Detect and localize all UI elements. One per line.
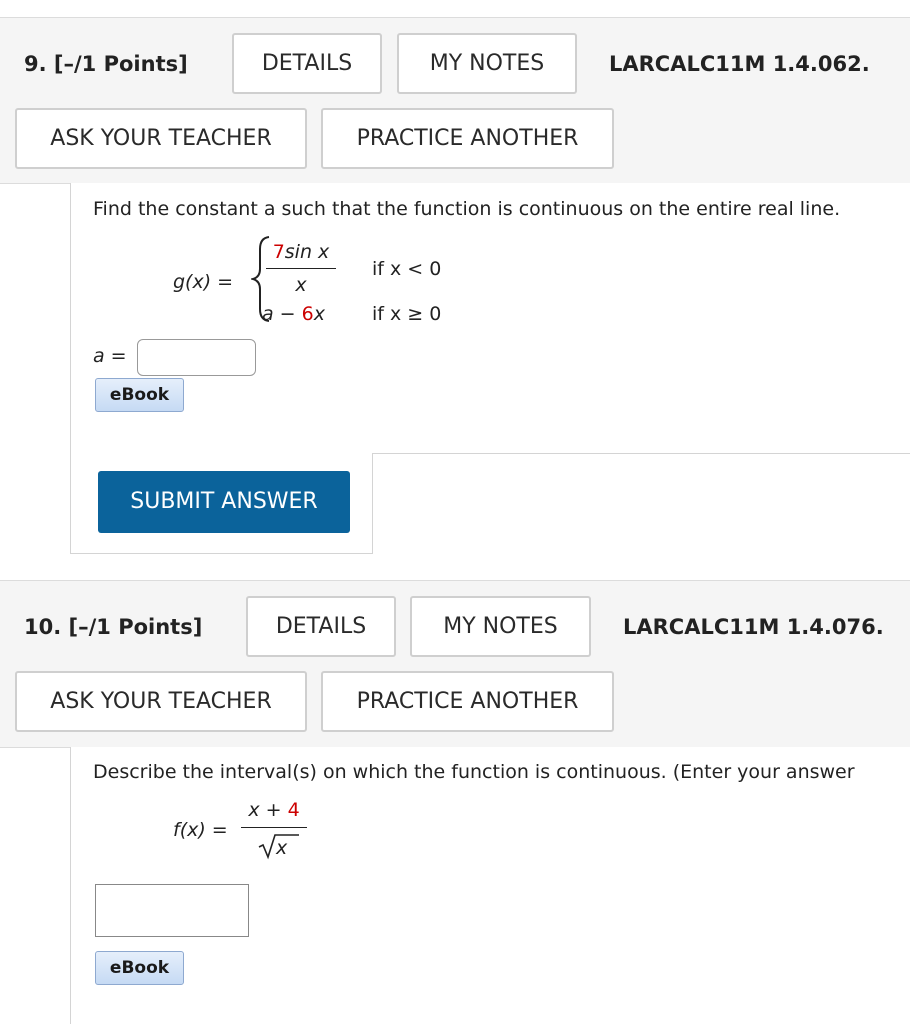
q9-header (0, 17, 910, 184)
q10-my-notes-button[interactable]: MY NOTES (410, 596, 591, 657)
q9-case1-denominator: x (295, 274, 307, 296)
q9-prompt: Find the constant a such that the function is continuous on the entire real line. (93, 198, 841, 220)
q10-header (0, 580, 910, 748)
q10-problem-code: LARCALC11M 1.4.076. (623, 615, 884, 639)
q9-practice-another-button[interactable]: PRACTICE ANOTHER (321, 108, 614, 169)
q9-case1-numerator (266, 241, 336, 263)
q9-answer-input[interactable] (137, 339, 256, 376)
q10-prompt: Describe the interval(s) on which the function is continuous. (Enter your answer (93, 761, 855, 783)
q10-numerator-x: x + (248, 799, 288, 821)
q9-case2-x: x (313, 303, 325, 325)
q9-case2-expression (262, 303, 325, 325)
q9-body (70, 183, 910, 554)
q9-number-points (24, 52, 188, 76)
q10-number: 10. (24, 615, 62, 639)
q10-number-points (24, 615, 202, 639)
q9-number: 9. (24, 52, 47, 76)
q10-practice-another-button[interactable]: PRACTICE ANOTHER (321, 671, 614, 732)
q9-submit-answer-button[interactable]: SUBMIT ANSWER (98, 471, 350, 533)
q9-case2-condition: if x ≥ 0 (372, 303, 442, 325)
q9-function-name-text: g(x) = (173, 271, 234, 293)
q10-details-button[interactable]: DETAILS (246, 596, 396, 657)
q10-answer-input[interactable] (95, 884, 249, 937)
q9-my-notes-button[interactable]: MY NOTES (397, 33, 577, 94)
q9-ebook-button[interactable]: eBook (95, 378, 184, 412)
q10-numerator (241, 799, 307, 821)
q9-details-button[interactable]: DETAILS (232, 33, 382, 94)
q9-case1-coef: 7 (272, 241, 285, 263)
q10-numerator-const: 4 (287, 799, 300, 821)
q9-case1-sin: sin x (284, 241, 330, 263)
q9-case1-condition: if x < 0 (372, 258, 442, 280)
q10-ask-teacher-button[interactable]: ASK YOUR TEACHER (15, 671, 307, 732)
q10-function-name: f(x) = (173, 819, 228, 841)
q9-case2-coef: 6 (301, 303, 314, 325)
q9-ask-teacher-button[interactable]: ASK YOUR TEACHER (15, 108, 307, 169)
q10-body (70, 747, 910, 1024)
q10-fraction-bar (241, 827, 307, 828)
q9-problem-code: LARCALC11M 1.4.062. (609, 52, 870, 76)
q10-denominator-x: x (276, 837, 288, 859)
q9-function-name (173, 271, 233, 293)
q9-case1-fraction-bar (266, 268, 336, 269)
q9-submit-area-divider (372, 453, 910, 554)
q9-case2-a: a − (262, 303, 302, 325)
q10-ebook-button[interactable]: eBook (95, 951, 184, 985)
q10-points: [–/1 Points] (68, 615, 203, 639)
q9-points: [–/1 Points] (53, 52, 188, 76)
q9-answer-label: a = (93, 345, 127, 367)
